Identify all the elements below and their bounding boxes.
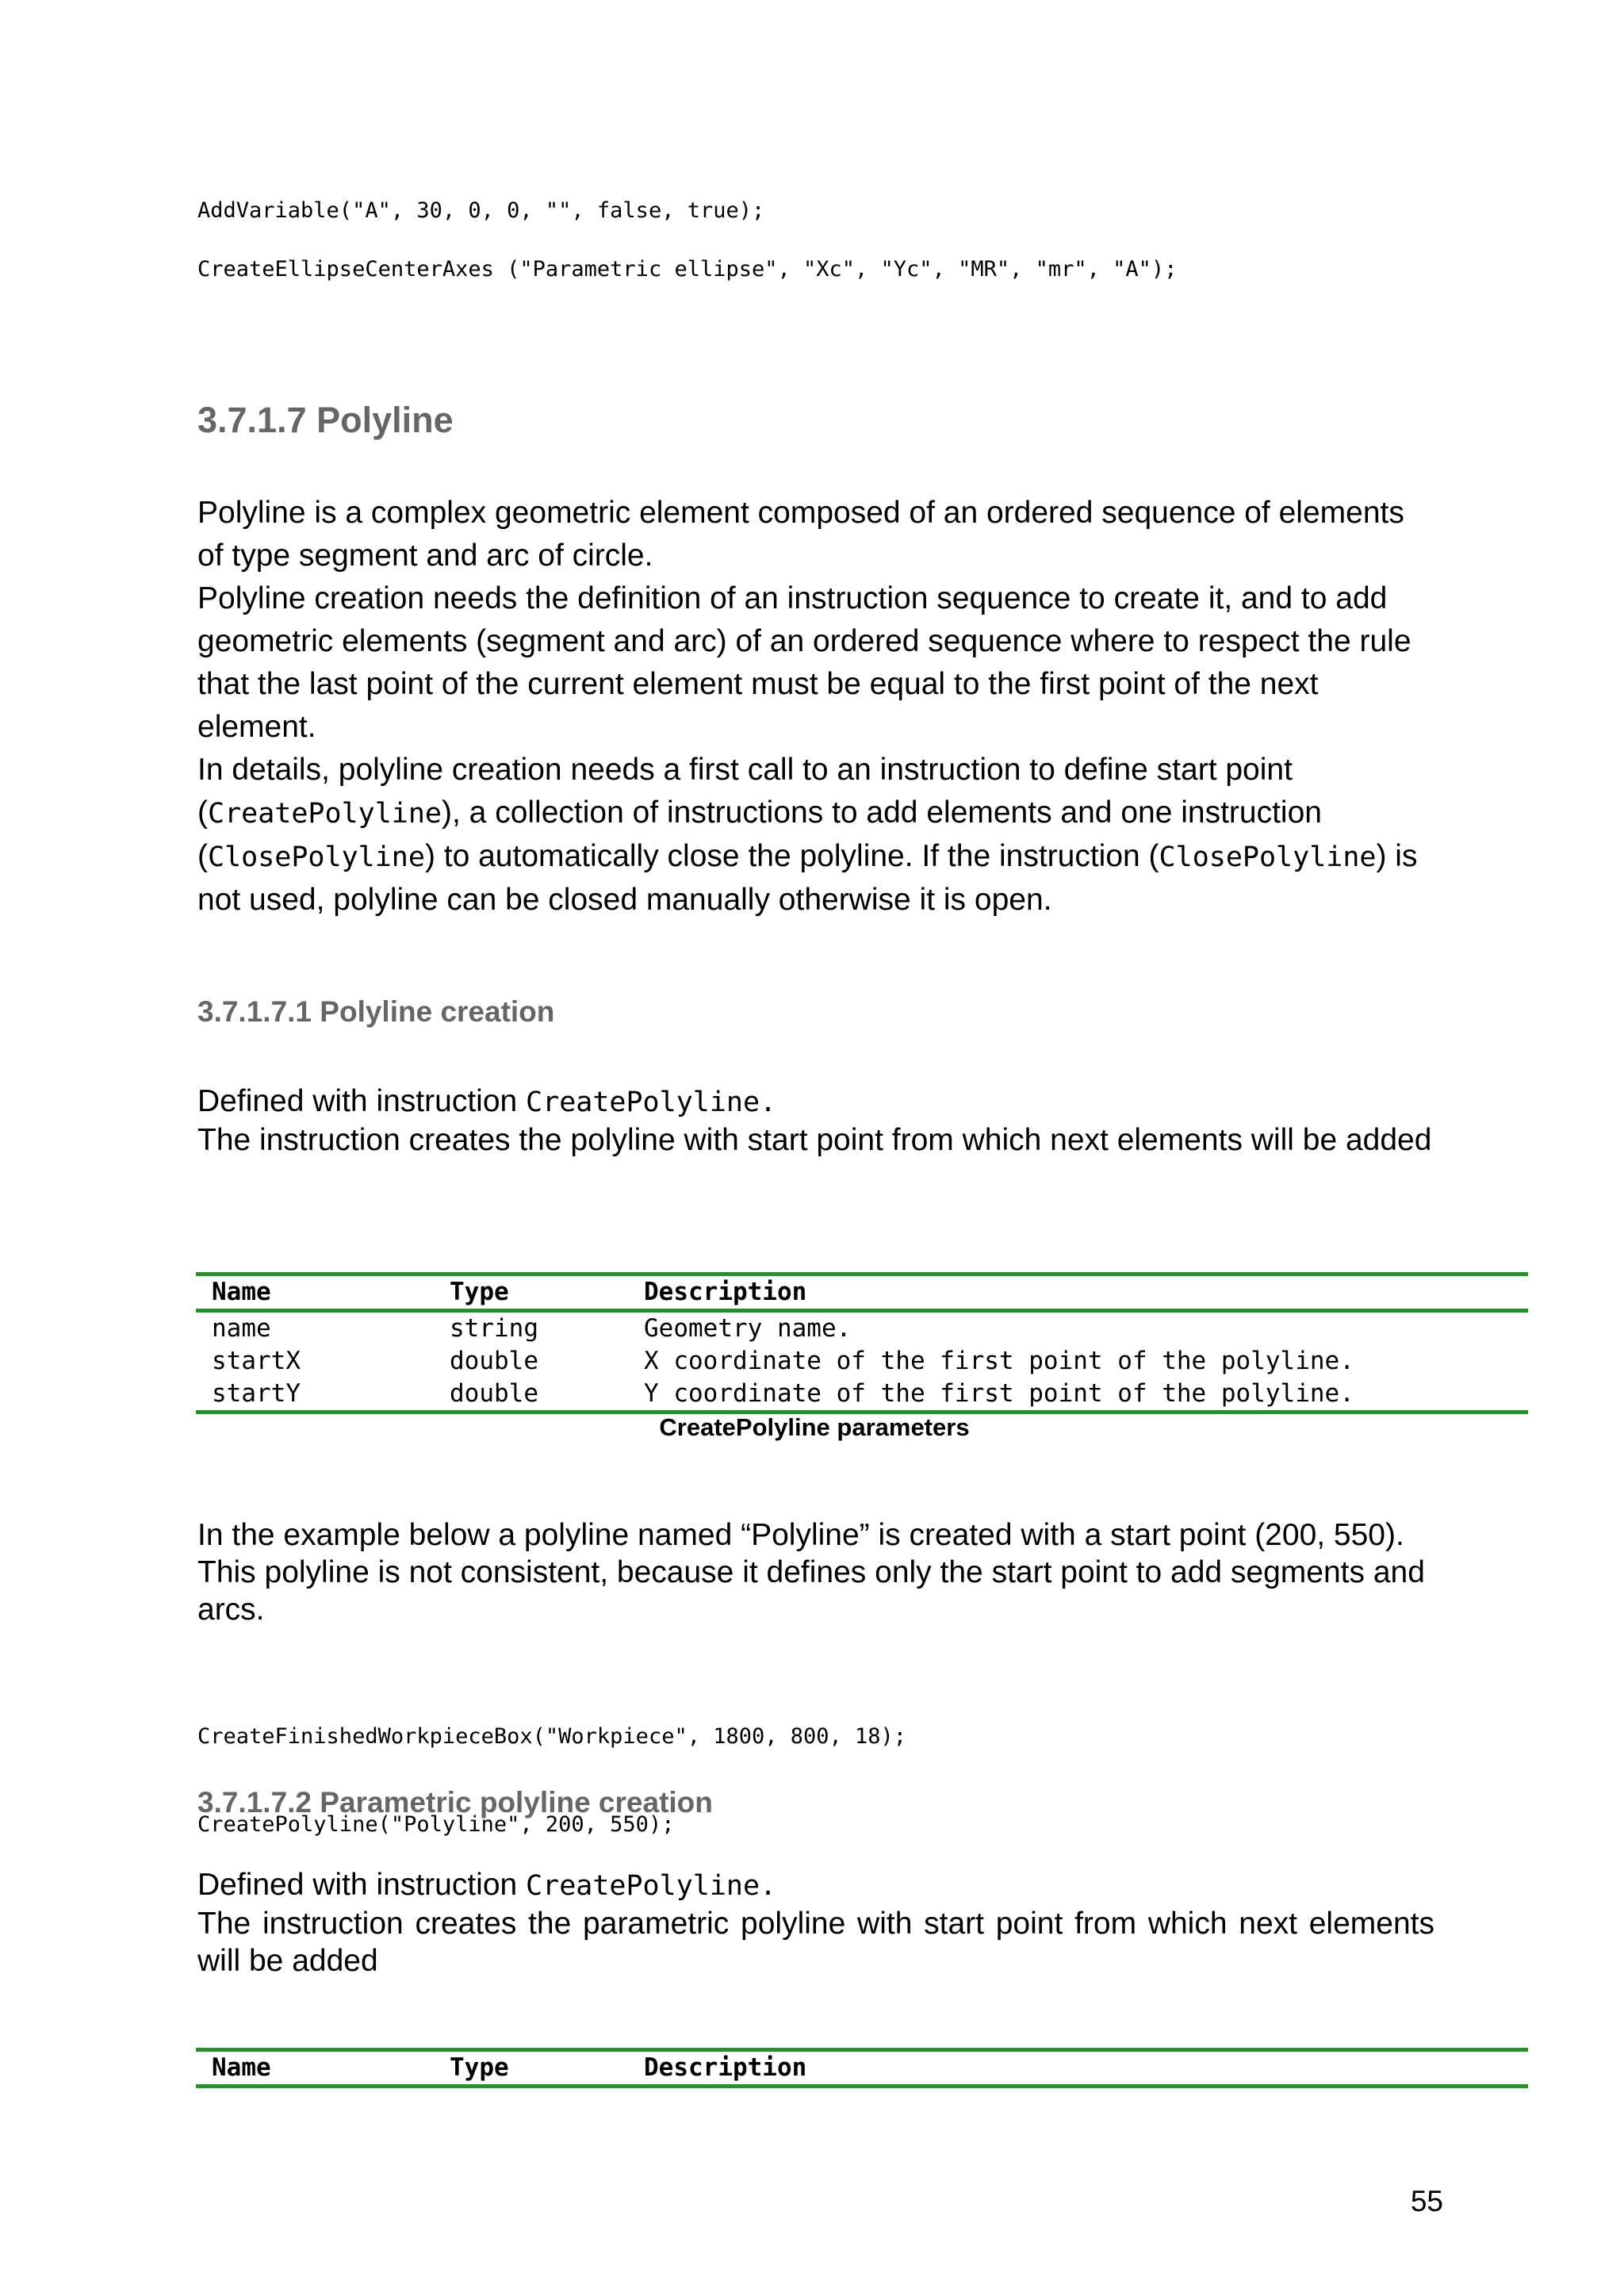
table-header-row — [196, 2052, 1528, 2084]
example-paragraph: In the example below a polyline named “Polyline” is created with a start point (200, 550). This polyline is not consistent, because it defines only the start point to add segments and arcs. — [197, 1518, 1425, 1627]
cell-name: startY — [212, 1379, 301, 1408]
table-caption: CreatePolyline parameters — [659, 1413, 970, 1441]
details-text-d: ) is not used, polyline can be closed manually otherwise it is open. — [197, 839, 1418, 917]
subsection1-body — [197, 1083, 1434, 1159]
cell-name: startX — [212, 1347, 301, 1375]
table-row — [196, 1345, 1528, 1378]
example-code-block — [197, 1663, 906, 1898]
cell-name: name — [212, 1314, 271, 1343]
section-body — [197, 492, 1434, 922]
parameters-table-parametric-polyline — [196, 2048, 1528, 2088]
subsection1-description: The instruction creates the polyline with start point from which next elements will be added — [197, 1123, 1432, 1157]
code-line: CreatePolyline("Polyline", 200, 550); — [197, 1812, 675, 1837]
section-heading-polyline: 3.7.1.7 Polyline — [197, 400, 454, 440]
code-line: CreateFinishedWorkpieceBox("Workpiece", 1800, 800, 18); — [197, 1724, 907, 1749]
subsection-heading-parametric-polyline: 3.7.1.7.2 Parametric polyline creation — [197, 1786, 713, 1819]
table-header-rule — [196, 2084, 1528, 2088]
subsection-heading-polyline-creation: 3.7.1.7.1 Polyline creation — [197, 995, 555, 1028]
details-text-a: In details, polyline creation needs a first call to an instruction to define start point ( — [197, 753, 1293, 830]
header-type: Type — [450, 1278, 509, 1306]
table-row — [196, 1378, 1528, 1410]
paragraph-intro: Polyline is a complex geometric element composed of an ordered sequence of elements of type segment and arc of circle. — [197, 496, 1404, 573]
header-name: Name — [212, 1278, 271, 1306]
cell-description: Geometry name. — [644, 1314, 852, 1343]
cell-type: double — [450, 1347, 538, 1375]
parameters-table-create-polyline — [196, 1272, 1528, 1414]
paragraph-creation-rules: Polyline creation needs the definition of an instruction sequence to create it, and to add geometric elements (segment and arc) of an ordered sequence where to respect the rule that the last point of the current element must be equal to the first point of the next element. — [197, 581, 1411, 744]
page-number: 55 — [1410, 2185, 1443, 2217]
header-description: Description — [644, 2053, 807, 2082]
defined-with-line-2 — [197, 1866, 1434, 1905]
inline-code-close-polyline: ClosePolyline — [208, 841, 425, 873]
defined-with-line — [197, 1083, 1434, 1121]
code-line-create-ellipse: CreateEllipseCenterAxes ("Parametric ellipse", "Xc", "Yc", "MR", "mr", "A"); — [197, 257, 1178, 282]
subsection2-description: The instruction creates the parametric polyline with start point from which next elements will be added — [197, 1907, 1434, 1978]
subsection2-body — [197, 1866, 1434, 1980]
inline-code-create-polyline: CreatePolyline — [208, 798, 442, 830]
paragraph-details — [197, 749, 1434, 922]
code-line-add-variable: AddVariable("A", 30, 0, 0, "", false, true); — [197, 198, 765, 223]
defined-prefix: Defined with instruction — [197, 1084, 527, 1118]
details-text-b: ), a collection of instructions to add elements and one instruction ( — [197, 795, 1322, 873]
table-header-row — [196, 1276, 1528, 1309]
inline-code-close-polyline-2: ClosePolyline — [1159, 841, 1377, 873]
defined-code-2: CreatePolyline. — [526, 1870, 777, 1902]
cell-type: double — [450, 1379, 538, 1408]
cell-description: Y coordinate of the first point of the polyline. — [644, 1379, 1354, 1408]
defined-prefix-2: Defined with instruction — [197, 1868, 527, 1902]
header-type: Type — [450, 2053, 509, 2082]
cell-type: string — [450, 1314, 538, 1343]
defined-code: CreatePolyline. — [526, 1087, 777, 1118]
details-text-c: ) to automatically close the polyline. If the instruction ( — [424, 839, 1159, 873]
cell-description: X coordinate of the first point of the polyline. — [644, 1347, 1354, 1375]
header-name: Name — [212, 2053, 271, 2082]
header-description: Description — [644, 1278, 807, 1306]
table-row — [196, 1313, 1528, 1345]
